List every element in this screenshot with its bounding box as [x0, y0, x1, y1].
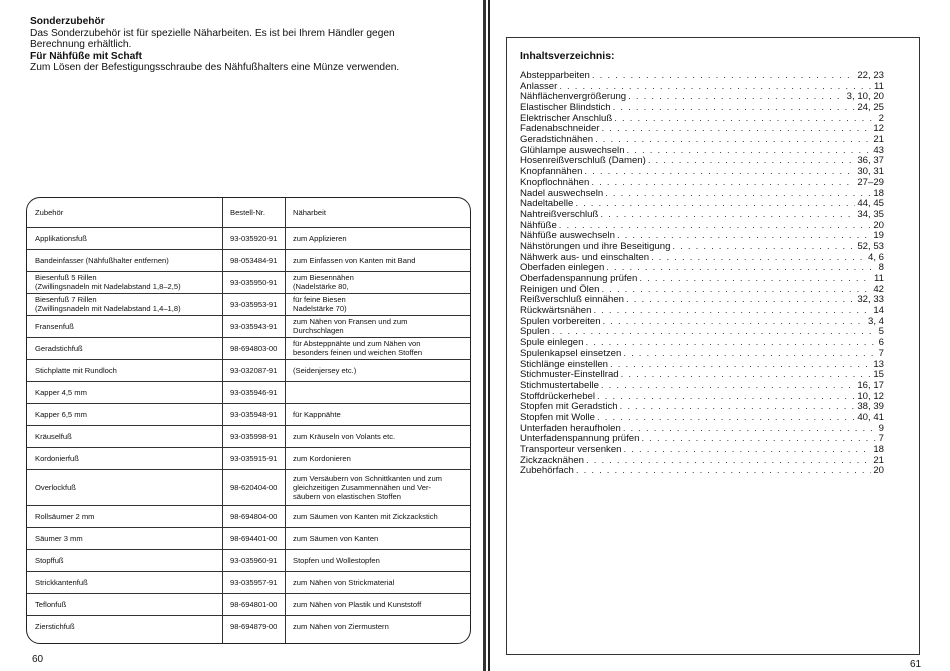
cell-line: für feine Biesen: [293, 295, 346, 304]
toc-term: Hosenreißverschluß (Damen): [520, 155, 646, 167]
shaft-title: Für Nähfüße mit Schaft: [30, 50, 143, 62]
column-divider: [285, 198, 286, 643]
row-divider: [27, 593, 470, 594]
row-divider: [27, 505, 470, 506]
cell-line: Kapper 4,5 mm: [35, 387, 87, 397]
toc-term: Elastischer Blindstich: [520, 102, 611, 114]
cell-line: für Absteppnähte und zum Nähen von: [293, 339, 421, 348]
cell-line: 93-035998-91: [230, 431, 278, 441]
toc-leader-dots: [648, 156, 855, 167]
accessory-name: [35, 622, 75, 631]
toc-entry: [520, 210, 884, 221]
cell-line: Zubehör: [35, 208, 64, 217]
accessory-name: [35, 388, 87, 397]
toc-pages: 19: [873, 230, 884, 242]
cell-line: 98-694801-00: [230, 599, 278, 609]
cell-line: zum Kordonieren: [293, 453, 351, 463]
cell-line: 93-032087-91: [230, 365, 278, 375]
toc-term: Geradstichnähen: [520, 134, 594, 146]
cell-line: Kräuselfuß: [35, 431, 72, 441]
cell-line: 93-035946-91: [230, 387, 278, 397]
toc-term: Spulen vorbereiten: [520, 315, 601, 327]
cell-line: Säumer 3 mm: [35, 533, 83, 543]
toc-leader-dots: [623, 424, 877, 435]
toc-pages: 21: [873, 454, 884, 466]
work-description: [293, 556, 380, 565]
toc-leader-dots: [605, 189, 871, 200]
cell-line: zum Kräuseln von Volants etc.: [293, 431, 396, 441]
cell-line: zum Nähen von Plastik und Kunststoff: [293, 599, 422, 609]
cell-line: Applikationsfuß: [35, 233, 87, 243]
toc-pages: 3, 4: [867, 315, 884, 327]
intro-line-2: Berechnung erhältlich.: [30, 39, 132, 51]
toc-leader-dots: [586, 456, 871, 467]
toc-pages: 13: [873, 358, 884, 370]
work-description: [293, 273, 354, 291]
toc-term: Stichmuster-Einstellrad: [520, 369, 619, 381]
cell-line: zum Einfassen von Kanten mit Band: [293, 255, 416, 265]
toc-leader-dots: [592, 71, 855, 82]
toc-leader-dots: [627, 146, 872, 157]
toc-term: Zubehörfach: [520, 465, 574, 477]
accessory-name: [35, 600, 66, 609]
toc-term: Stoffdrückerhebel: [520, 390, 596, 402]
column-divider: [222, 198, 223, 643]
toc-pages: 11: [874, 80, 884, 92]
toc-leader-dots: [601, 381, 855, 392]
cell-line: Rollsäumer 2 mm: [35, 511, 95, 521]
row-divider: [27, 403, 470, 404]
work-description: [293, 512, 438, 521]
cell-line: Fransenfuß: [35, 321, 74, 331]
order-number: [230, 278, 277, 287]
toc-term: Unterfaden heraufholen: [520, 422, 621, 434]
cell-line: 98-694804-00: [230, 511, 278, 521]
cell-line: 93-035920-91: [230, 233, 278, 243]
accessory-name: [35, 344, 83, 353]
cell-line: 98-694803-00: [230, 343, 278, 353]
cell-line: (Seidenjersey etc.): [293, 365, 357, 375]
accessory-name: [35, 556, 64, 565]
toc-pages: 32, 33: [857, 294, 884, 306]
work-description: [293, 622, 389, 631]
toc-leader-dots: [628, 92, 845, 103]
toc-term: Glühlampe auswechseln: [520, 144, 625, 156]
cell-line: Bandeinfasser (Nähfußhalter entfernen): [35, 255, 169, 265]
toc-term: Rückwärtsnähen: [520, 305, 592, 317]
toc-pages: 27–29: [857, 176, 884, 188]
row-divider: [27, 293, 470, 294]
cell-line: zum Nähen von Ziermustern: [293, 621, 389, 631]
cell-line: Biesenfuß 5 Rillen: [35, 273, 97, 282]
header-accessory: [35, 208, 63, 217]
accessory-name: [35, 432, 72, 441]
toc-pages: 22, 23: [857, 69, 884, 81]
accessory-name: [35, 273, 181, 291]
order-number: [230, 256, 277, 265]
row-divider: [27, 447, 470, 448]
cell-line: besonders feinen und weichen Stoffen: [293, 348, 423, 357]
toc-pages: 44, 45: [857, 198, 884, 210]
toc-leader-dots: [601, 285, 871, 296]
cell-line: zum Nähen von Fransen und zum: [293, 317, 408, 326]
cell-line: zum Säumen von Kanten mit Zickzackstich: [293, 511, 438, 521]
work-description: [293, 234, 347, 243]
order-number: [230, 600, 277, 609]
toc-term: Transporteur versenken: [520, 444, 622, 456]
order-number: [230, 300, 277, 309]
toc-pages: 24, 25: [857, 102, 884, 114]
toc-leader-dots: [593, 306, 871, 317]
row-divider: [27, 549, 470, 550]
row-divider: [27, 227, 470, 228]
order-number: [230, 622, 277, 631]
cell-line: 93-035960-91: [230, 555, 278, 565]
work-description: [293, 432, 395, 441]
toc-leader-dots: [597, 392, 855, 403]
toc-title: Inhaltsverzeichnis:: [520, 50, 615, 62]
toc-term: Nähwerk aus- und einschalten: [520, 251, 650, 263]
order-number: [230, 344, 277, 353]
page-number-left: 60: [32, 654, 44, 665]
cell-line: 93-035915-91: [230, 453, 278, 463]
toc-leader-dots: [672, 242, 855, 253]
cell-line: Kordonierfuß: [35, 453, 79, 463]
intro-section: [30, 16, 470, 74]
toc-term: Nähflächenvergrößerung: [520, 91, 627, 103]
toc-term: Elektrischer Anschluß: [520, 112, 613, 124]
cell-line: 93-035948-91: [230, 409, 278, 419]
row-divider: [27, 315, 470, 316]
toc-term: Stichmustertabelle: [520, 379, 599, 391]
toc-pages: 20: [873, 465, 884, 477]
toc-term: Knopfannähen: [520, 166, 583, 178]
toc-term: Stichlänge einstellen: [520, 358, 609, 370]
accessory-name: [35, 234, 87, 243]
cell-line: Kapper 6,5 mm: [35, 409, 87, 419]
accessory-name: [35, 483, 76, 492]
order-number: [230, 512, 277, 521]
toc-term: Reinigen und Ölen: [520, 283, 600, 295]
toc-pages: 5: [878, 326, 884, 338]
cell-line: (Zwillingsnadeln mit Nadelabstand 1,8–2,5): [35, 282, 181, 291]
row-divider: [27, 359, 470, 360]
toc-term: Stopfen mit Geradstich: [520, 401, 618, 413]
order-number: [230, 322, 277, 331]
accessory-name: [35, 366, 117, 375]
toc-term: Anlasser: [520, 80, 558, 92]
row-divider: [27, 571, 470, 572]
right-page: [488, 0, 950, 671]
toc-leader-dots: [610, 360, 871, 371]
header-work: [293, 208, 326, 217]
row-divider: [27, 469, 470, 470]
order-number: [230, 534, 277, 543]
toc-term: Nähfüße: [520, 219, 557, 231]
toc-leader-dots: [585, 338, 876, 349]
toc-pages: 36, 37: [857, 155, 884, 167]
work-description: [293, 317, 407, 335]
toc-pages: 43: [873, 144, 884, 156]
toc-entry: [520, 456, 884, 467]
toc-pages: 12: [873, 123, 884, 135]
cell-line: für Kappnähte: [293, 409, 341, 419]
cell-line: Teflonfuß: [35, 599, 67, 609]
work-description: [293, 578, 394, 587]
accessory-name: [35, 512, 95, 521]
cell-line: Stopfen und Wollestopfen: [293, 555, 380, 565]
toc-leader-dots: [595, 135, 871, 146]
cell-line: zum Applizieren: [293, 233, 347, 243]
toc-term: Nahtreißverschluß: [520, 208, 599, 220]
toc-leader-dots: [639, 274, 872, 285]
toc-entry: [520, 189, 884, 200]
toc-term: Fadenabschneider: [520, 123, 600, 135]
cell-line: Bestell-Nr.: [230, 208, 266, 217]
toc-leader-dots: [575, 199, 855, 210]
cell-line: Geradstichfuß: [35, 343, 83, 353]
toc-leader-dots: [620, 402, 856, 413]
toc-pages: 42: [873, 283, 884, 295]
cell-line: Zierstichfuß: [35, 621, 75, 631]
toc-leader-dots: [584, 167, 855, 178]
toc-list: [520, 71, 884, 477]
toc-entry: [520, 178, 884, 189]
toc-pages: 9: [878, 422, 884, 434]
toc-term: Spulen: [520, 326, 550, 338]
cell-line: gleichzeitigen Zusammennähen und Ver-: [293, 482, 432, 492]
toc-pages: 21: [873, 134, 884, 146]
cell-line: Stichplatte mit Rundloch: [35, 365, 117, 375]
toc-leader-dots: [597, 413, 855, 424]
page-number-right: 61: [910, 659, 922, 670]
toc-leader-dots: [641, 434, 876, 445]
toc-term: Oberfaden einlegen: [520, 262, 605, 274]
work-description: [293, 600, 421, 609]
toc-leader-dots: [600, 210, 855, 221]
toc-term: Unterfadenspannung prüfen: [520, 433, 640, 445]
cell-line: zum Versäubern von Schnittkanten und zum: [293, 473, 443, 483]
order-number: [230, 432, 277, 441]
row-divider: [27, 337, 470, 338]
toc-leader-dots: [603, 317, 866, 328]
toc-leader-dots: [576, 466, 871, 477]
row-divider: [27, 381, 470, 382]
toc-leader-dots: [606, 263, 876, 274]
cell-line: Durchschlagen: [293, 326, 344, 335]
toc-leader-dots: [591, 178, 855, 189]
accessory-name: [35, 410, 87, 419]
order-number: [230, 410, 277, 419]
toc-term: Spule einlegen: [520, 337, 584, 349]
toc-pages: 4, 6: [867, 251, 884, 263]
work-description: [293, 339, 422, 357]
order-number: [230, 366, 277, 375]
cell-line: Nadelstärke 70): [293, 304, 347, 313]
toc-term: Nadel auswechseln: [520, 187, 604, 199]
cell-line: zum Nähen von Strickmaterial: [293, 577, 395, 587]
work-description: [293, 410, 341, 419]
order-number: [230, 234, 277, 243]
toc-term: Nähfüße auswechseln: [520, 230, 615, 242]
work-description: [293, 534, 378, 543]
row-divider: [27, 615, 470, 616]
cell-line: zum Biesennähen: [293, 273, 354, 282]
cell-line: Näharbeit: [293, 208, 326, 217]
order-number: [230, 578, 277, 587]
toc-leader-dots: [552, 327, 877, 338]
intro-line-1: Das Sonderzubehör ist für spezielle Näharbeiten. Es ist bei Ihrem Händler gegen: [30, 27, 395, 39]
toc-pages: 18: [873, 444, 884, 456]
toc-pages: 2: [878, 112, 884, 124]
toc-entry: [520, 349, 884, 360]
cell-line: Strickkantenfuß: [35, 577, 88, 587]
work-description: [293, 474, 442, 501]
cell-line: (Zwillingsnadeln mit Nadelabstand 1,4–1,8): [35, 304, 181, 313]
accessory-name: [35, 578, 88, 587]
work-description: [293, 366, 356, 375]
toc-term: Abstepparbeiten: [520, 69, 590, 81]
work-description: [293, 454, 351, 463]
toc-term: Nähstörungen und ihre Beseitigung: [520, 240, 671, 252]
toc-pages: 15: [873, 369, 884, 381]
toc-leader-dots: [623, 349, 876, 360]
toc-leader-dots: [624, 445, 872, 456]
toc-term: Oberfadenspannung prüfen: [520, 273, 638, 285]
cell-line: 93-035953-91: [230, 299, 278, 309]
cell-line: 93-035943-91: [230, 321, 278, 331]
toc-leader-dots: [614, 114, 876, 125]
toc-pages: 40, 41: [857, 411, 884, 423]
toc-pages: 34, 35: [857, 208, 884, 220]
cell-line: Overlockfuß: [35, 482, 76, 492]
accessory-name: [35, 256, 169, 265]
cell-line: 98-053484-91: [230, 255, 278, 265]
cell-line: (Nadelstärke 80,: [293, 282, 349, 291]
accessory-name: [35, 454, 79, 463]
work-description: [293, 256, 415, 265]
accessory-name: [35, 295, 181, 313]
row-divider: [27, 527, 470, 528]
book-spine: [483, 0, 486, 671]
header-order-no: [230, 208, 265, 217]
cell-line: 93-035957-91: [230, 577, 278, 587]
order-number: [230, 454, 277, 463]
toc-term: Stopfen mit Wolle: [520, 411, 596, 423]
intro-title: Sonderzubehör: [30, 16, 105, 27]
toc-leader-dots: [613, 103, 856, 114]
toc-pages: 6: [878, 337, 884, 349]
accessory-name: [35, 322, 74, 331]
toc-pages: 14: [873, 305, 884, 317]
toc-leader-dots: [601, 124, 871, 135]
cell-line: säubern von elastischen Stoffen: [293, 491, 401, 501]
accessory-name: [35, 534, 83, 543]
toc-term: Zickzacknähen: [520, 454, 584, 466]
toc-entry: [520, 317, 884, 328]
toc-pages: 3, 10, 20: [846, 91, 884, 103]
order-number: [230, 483, 277, 492]
toc-pages: 7: [878, 347, 884, 359]
toc-term: Spulenkapsel einsetzen: [520, 347, 622, 359]
toc-pages: 52, 53: [857, 240, 884, 252]
toc-leader-dots: [651, 253, 866, 264]
toc-leader-dots: [621, 370, 872, 381]
row-divider: [27, 271, 470, 272]
cell-line: 98-694879-00: [230, 621, 278, 631]
toc-entry: [520, 71, 884, 82]
cell-line: 98-694401-00: [230, 533, 278, 543]
toc-pages: 8: [878, 262, 884, 274]
cell-line: 93-035950-91: [230, 277, 278, 287]
toc-pages: 30, 31: [857, 166, 884, 178]
cell-line: Stopffuß: [35, 555, 64, 565]
cell-line: 98-620404-00: [230, 482, 278, 492]
row-divider: [27, 249, 470, 250]
toc-pages: 16, 17: [857, 379, 884, 391]
toc-pages: 10, 12: [857, 390, 884, 402]
cell-line: zum Säumen von Kanten: [293, 533, 379, 543]
shaft-text: Zum Lösen der Befestigungsschraube des Nähfußhalters eine Münze verwenden.: [30, 62, 400, 74]
cell-line: Biesenfuß 7 Rillen: [35, 295, 97, 304]
toc-pages: 38, 39: [857, 401, 884, 413]
row-divider: [27, 425, 470, 426]
toc-pages: 18: [873, 187, 884, 199]
work-description: [293, 295, 347, 313]
accessory-table: [26, 197, 471, 644]
toc-term: Knopflochnähen: [520, 176, 590, 188]
toc-pages: 7: [878, 433, 884, 445]
toc-term: Reißverschluß einnähen: [520, 294, 624, 306]
order-number: [230, 556, 277, 565]
toc-entry: [520, 466, 884, 477]
toc-term: Nadeltabelle: [520, 198, 574, 210]
toc-leader-dots: [626, 295, 855, 306]
toc-pages: 20: [873, 219, 884, 231]
order-number: [230, 388, 277, 397]
toc-pages: 11: [874, 273, 884, 285]
